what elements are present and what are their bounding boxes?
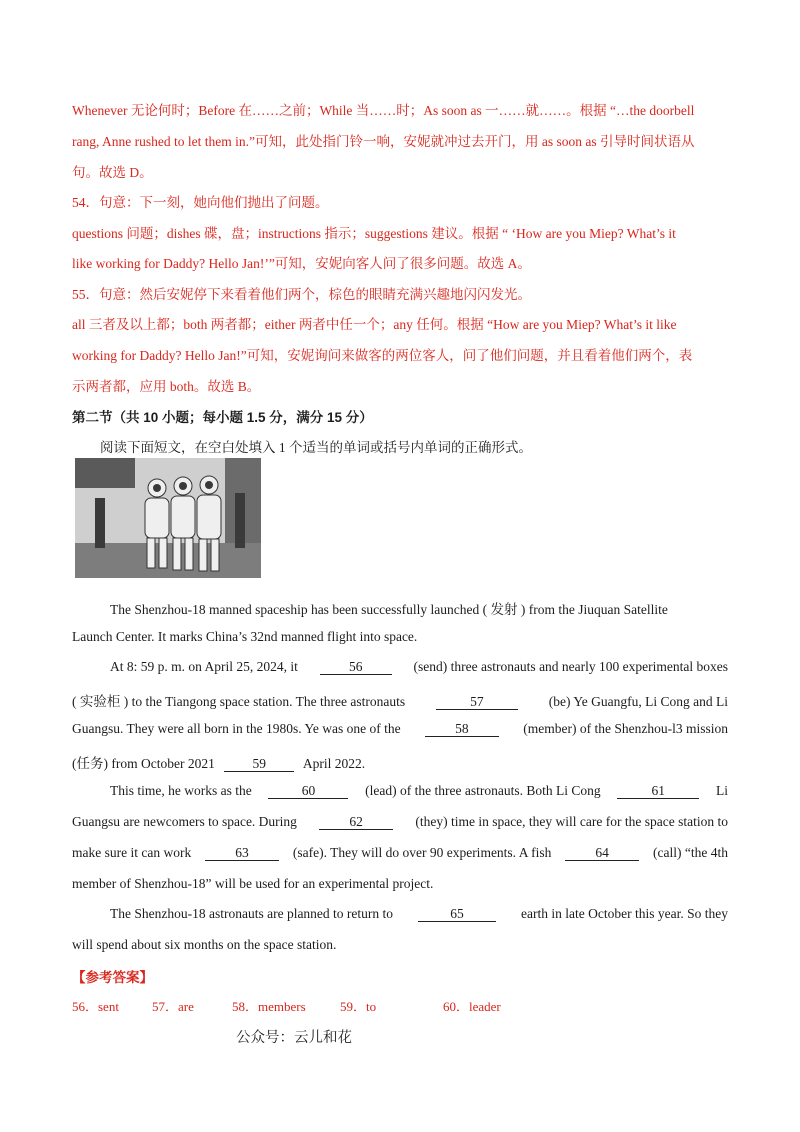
passage-text: (send) three astronauts and nearly 100 experimental boxes (413, 659, 728, 674)
passage-text: (safe). They will do over 90 experiments. A fish (292, 845, 552, 860)
passage-text: (be) Ye Guangfu, Li Cong and Li (548, 694, 728, 709)
blank-60[interactable]: 60 (268, 784, 348, 799)
passage-text: Launch Center. It marks China’s 32nd manned flight into space. (72, 629, 418, 644)
passage-line (72, 690, 728, 710)
passage-text: Guangsu are newcomers to space. During (72, 814, 297, 829)
passage-line (72, 598, 728, 618)
blank-64[interactable]: 64 (565, 846, 639, 861)
answer-heading: 【参考答案】 (72, 970, 153, 985)
blank-58[interactable]: 58 (425, 722, 499, 737)
question-55-meaning: 55．句意：然后安妮停下来看着他们两个，棕色的眼睛充满兴趣地闪闪发光。 (72, 287, 531, 302)
explanation-line: like working for Daddy? Hello Jan!’”可知，安妮向客人问了很多问题。故选 A。 (72, 256, 531, 271)
passage-text: At 8: 59 p. m. on April 25, 2024, it (110, 659, 298, 674)
passage-text: earth in late October this year. So they (521, 906, 728, 921)
passage-text: The Shenzhou-18 astronauts are planned to return to (110, 906, 394, 921)
blank-63[interactable]: 63 (205, 846, 279, 861)
passage-text: ( 实验柜 ) to the Tiangong space station. The three astronauts (72, 694, 406, 709)
answer-57: 57．are (152, 999, 194, 1014)
passage-line (72, 814, 728, 830)
passage-line (72, 659, 728, 675)
passage-text: The Shenzhou-18 manned spaceship has been successfully launched ( 发射 ) from the Jiuquan Satellite (110, 602, 668, 617)
explanation-line: Whenever 无论何时；Before 在……之前；While 当……时；As soon as 一……就……。根据 “…the doorbell (72, 103, 695, 118)
passage-text: April 2022. (302, 756, 366, 771)
blank-61[interactable]: 61 (617, 784, 699, 799)
passage-line (72, 906, 728, 922)
question-54-meaning: 54．句意：下一刻，她向他们抛出了问题。 (72, 195, 329, 210)
passage-text: (member) of the Shenzhou-l3 mission (523, 721, 728, 736)
blank-59[interactable]: 59 (224, 757, 294, 772)
answer-59: 59．to (340, 999, 377, 1014)
passage-text: (lead) of the three astronauts. Both Li Cong (365, 783, 601, 798)
explanation-line: 句。故选 D。 (72, 165, 153, 180)
blank-65[interactable]: 65 (418, 907, 496, 922)
passage-text: This time, he works as the (110, 783, 252, 798)
passage-text: Guangsu. They were all born in the 1980s. Ye was one of the (72, 721, 401, 736)
answer-58: 58．members (232, 999, 306, 1014)
blank-57[interactable]: 57 (436, 695, 518, 710)
footer-watermark: 公众号：云儿和花 (236, 1030, 352, 1046)
explanation-line: 示两者都，应用 both。故选 B。 (72, 379, 261, 394)
explanation-line: working for Daddy? Hello Jan!”可知，安妮询问来做客的两位客人，问了他们问题，并且看着他们两个，表 (72, 348, 693, 363)
passage-line (72, 845, 728, 861)
passage-line (72, 783, 728, 799)
astronauts-photo (75, 458, 261, 578)
passage-text: (they) time in space, they will care for the space station to (415, 814, 728, 829)
blank-56[interactable]: 56 (320, 660, 392, 675)
explanation-line: all 三者及以上都；both 两者都；either 两者中任一个；any 任何。根据 “How are you Miep? What’s it like (72, 317, 677, 332)
passage-line (72, 752, 365, 772)
section-instruction: 阅读下面短文，在空白处填入 1 个适当的单词或括号内单词的正确形式。 (100, 440, 532, 455)
explanation-line: rang, Anne rushed to let them in.”可知，此处指门铃一响，安妮就冲过去开门，用 as soon as 引导时间状语从 (72, 134, 695, 149)
passage-line (72, 721, 728, 737)
astronauts-photo-art (75, 458, 261, 578)
passage-text: (任务) from October 2021 (72, 756, 215, 771)
passage-text: (call) “the 4th (652, 845, 728, 860)
section-heading: 第二节（共 10 小题；每小题 1.5 分，满分 15 分） (72, 410, 373, 425)
answer-60: 60．leader (443, 999, 501, 1014)
answer-56: 56．sent (72, 999, 119, 1014)
passage-text: Li (716, 783, 728, 798)
passage-text: member of Shenzhou-18” will be used for an experimental project. (72, 876, 434, 891)
explanation-line: questions 问题；dishes 碟，盘；instructions 指示；suggestions 建议。根据 “ ‘How are you Miep? What’s it (72, 226, 676, 241)
passage-text: will spend about six months on the space station. (72, 937, 337, 952)
passage-text: make sure it can work (72, 845, 192, 860)
blank-62[interactable]: 62 (319, 815, 393, 830)
